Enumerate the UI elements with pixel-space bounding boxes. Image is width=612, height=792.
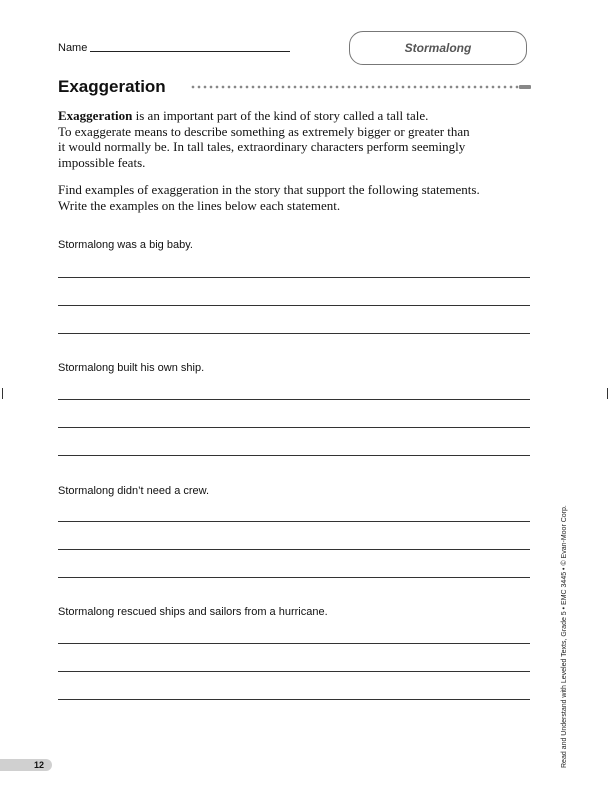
name-label: Name xyxy=(58,42,88,54)
answer-line[interactable] xyxy=(58,699,530,700)
crop-mark-right xyxy=(607,388,608,399)
answer-line[interactable] xyxy=(58,549,530,550)
intro-line-2: To exaggerate means to describe something as extremely bigger or greater than xyxy=(58,123,470,139)
page-title: Exaggeration xyxy=(58,77,166,96)
intro-line-4: impossible feats. xyxy=(58,154,146,170)
answer-line[interactable] xyxy=(58,643,530,644)
answer-line[interactable] xyxy=(58,577,530,578)
directions-line-1: Find examples of exaggeration in the story that support the following statements. xyxy=(58,182,480,197)
statement-2: Stormalong built his own ship. xyxy=(58,362,205,374)
story-title-box xyxy=(349,31,527,65)
intro-bold-term: Exaggeration xyxy=(58,108,133,123)
directions xyxy=(58,182,518,213)
dotted-rule-end xyxy=(519,85,531,89)
statement-1: Stormalong was a big baby. xyxy=(58,239,193,251)
directions-line-2: Write the examples on the lines below each statement. xyxy=(58,197,341,213)
dotted-rule xyxy=(190,85,530,89)
answer-line[interactable] xyxy=(58,277,530,278)
answer-line[interactable] xyxy=(58,305,530,306)
intro-paragraph xyxy=(58,108,498,170)
answer-line[interactable] xyxy=(58,333,530,334)
answer-line[interactable] xyxy=(58,671,530,672)
answer-line[interactable] xyxy=(58,521,530,522)
answer-line[interactable] xyxy=(58,427,530,428)
statement-4: Stormalong rescued ships and sailors from a hurricane. xyxy=(58,606,328,618)
story-title: Stormalong xyxy=(404,41,472,55)
intro-line-1 xyxy=(58,108,498,124)
credit-line: Read and Understand with Leveled Texts, Grade 5 • EMC 3445 • © Evan-Moor Corp. xyxy=(561,505,568,768)
name-line[interactable] xyxy=(90,51,290,52)
answer-line[interactable] xyxy=(58,455,530,456)
crop-mark-left xyxy=(2,388,3,399)
intro-line-3: it would normally be. In tall tales, extraordinary characters perform seemingly xyxy=(58,139,466,154)
statement-3: Stormalong didn’t need a crew. xyxy=(58,485,210,497)
answer-line[interactable] xyxy=(58,399,530,400)
page-number: 12 xyxy=(0,759,52,771)
intro-line-1-text: is an important part of the kind of story called a tall tale. xyxy=(132,108,429,123)
